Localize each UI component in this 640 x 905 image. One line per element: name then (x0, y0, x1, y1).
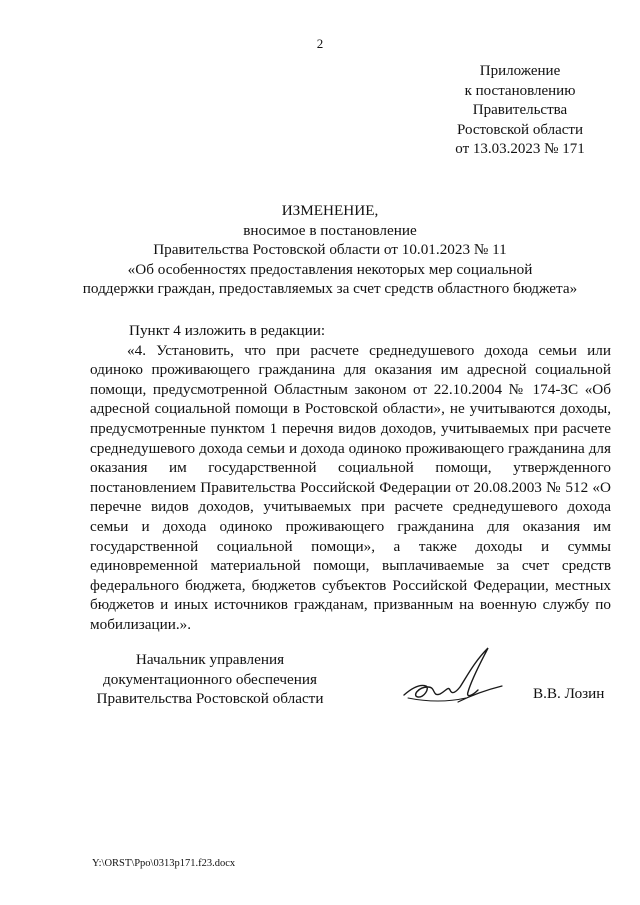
appendix-line-1: Приложение (479, 63, 561, 79)
position-line-2: документационного обеспечения (103, 670, 317, 688)
title-heading: ИЗМЕНЕНИЕ, (281, 202, 379, 219)
document-title (40, 201, 620, 299)
body-paragraph: «4. Установить, что при расчете среднедушевого дохода семьи или одиноко проживающего гражданина для оказания им адресной социальной помощи, предусмотренной Областным законом от 22.10.2004 № 174-ЗС «Об адресной социальной помощи в Ростовской области», не учитываются доходы, предусмотренные пунктом 1 перечня видов доходов, учитываемых при расчете среднедушевого дохода семьи и дохода одиноко проживающего гражданина для оказания им государственной социальной помощи, утвержденного постановлением Правительства Российской Федерации от 20.08.2003 № 512 «О перечне видов доходов, учитываемых при расчете среднедушевого дохода семьи и дохода одиноко проживающего гражданина для оказания им государственной социальной помощи», а также доходы и суммы единовременной материальной помощи, выплачиваемые за счет средств федерального бюджета, бюджетов субъектов Российской Федерации, местных бюджетов и иных источников гражданам, призванным на военную службу по мобилизации.». (90, 341, 611, 633)
appendix-header (440, 62, 600, 160)
title-line-5: поддержки граждан, предоставляемых за счет средств областного бюджета» (82, 280, 578, 297)
appendix-line-5: от 13.03.2023 № 171 (455, 141, 585, 157)
footer-file-path: Y:\ORST\Ppo\0313p171.f23.docx (92, 858, 236, 869)
position-line-3: Правительства Ростовской области (96, 690, 324, 707)
appendix-line-4: Ростовской области (457, 121, 583, 138)
position-line-1: Начальник управления (135, 651, 285, 668)
title-line-3: Правительства Ростовской области от 10.01.2023 № 11 (153, 241, 507, 258)
document-body (90, 321, 611, 635)
signer-name: В.В. Лозин (533, 685, 605, 702)
appendix-line-3: Правительства (472, 102, 568, 118)
title-line-2: вносимое в постановление (243, 221, 417, 239)
body-intro: Пункт 4 изложить в редакции: (129, 322, 326, 339)
appendix-line-2: к постановлению (464, 82, 576, 99)
title-line-4: «Об особенностях предоставления некоторых мер социальной (127, 260, 533, 278)
signatory-position (90, 650, 330, 709)
handwritten-signature (398, 640, 508, 720)
page-number: 2 (316, 36, 324, 51)
